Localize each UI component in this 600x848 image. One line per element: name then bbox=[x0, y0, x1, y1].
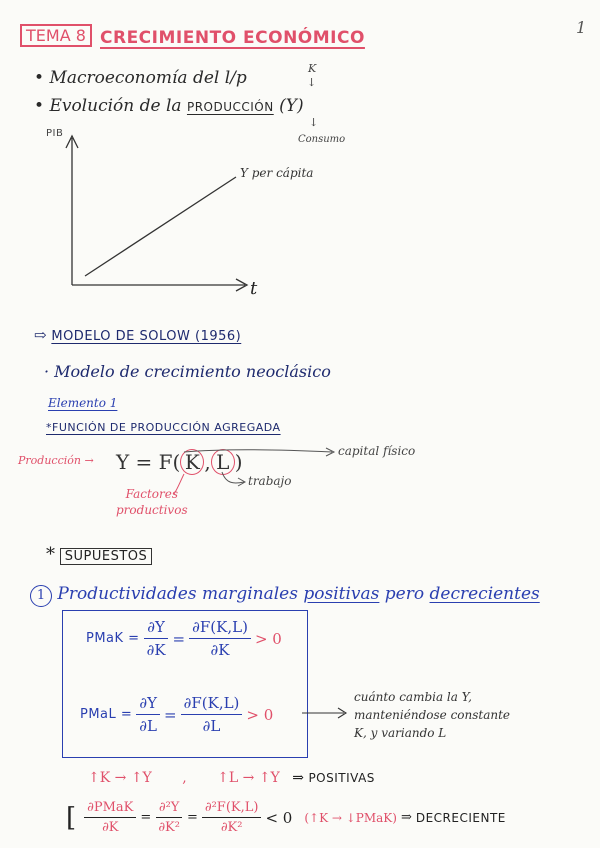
equation-close: ) bbox=[234, 450, 243, 474]
element-title: Elemento 1 bbox=[48, 396, 118, 410]
supuestos-heading bbox=[46, 544, 152, 565]
produccion-text: Producción bbox=[18, 454, 81, 467]
equation-left: Y = F( bbox=[116, 450, 181, 474]
pmal-frac-1 bbox=[136, 694, 160, 735]
decreciente-num-2: ∂²Y bbox=[156, 800, 183, 818]
pib-graph bbox=[40, 120, 280, 300]
pmak-label: PMaK = bbox=[86, 631, 140, 646]
pmal-num-1: ∂Y bbox=[136, 694, 160, 715]
decreciente-eq-2: = bbox=[186, 810, 198, 825]
side-arrow-2: ↓ bbox=[309, 116, 319, 129]
pmak-frac-2 bbox=[189, 618, 251, 659]
factores-line-1: Factores bbox=[125, 487, 179, 501]
positivas-part-1: ↑K → ↑Y bbox=[88, 770, 152, 786]
intro-bullet-2-prefix: Evolución de la bbox=[49, 96, 182, 116]
decreciente-frac-1 bbox=[84, 800, 136, 835]
decreciente-paren: (↑K → ↓PMaK) bbox=[304, 810, 397, 825]
positivas-result: POSITIVAS bbox=[308, 771, 375, 785]
decreciente-num-1: ∂PMaK bbox=[84, 800, 136, 818]
x-axis-label: t bbox=[250, 278, 258, 299]
pmak-den-2: ∂K bbox=[210, 641, 230, 659]
positivas-sep: , bbox=[182, 770, 187, 786]
pmal-den-1: ∂L bbox=[139, 717, 158, 735]
positivas-line bbox=[88, 770, 375, 786]
decreciente-den-2: ∂K² bbox=[158, 820, 180, 835]
y-axis-label: PIB bbox=[46, 128, 64, 139]
intro-bullet-2: • Evolución de la PRODUCCIÓN (Y) bbox=[34, 96, 304, 116]
intro-bullet-2-suffix: (Y) bbox=[279, 96, 304, 116]
decreciente-line bbox=[66, 800, 506, 835]
side-consumo: Consumo bbox=[298, 134, 346, 145]
k-variable: K bbox=[180, 449, 204, 475]
pmal-note-3: K, y variando L bbox=[354, 726, 447, 740]
factores-label bbox=[116, 486, 188, 518]
pmal-num-2: ∂F(K,L) bbox=[181, 694, 243, 715]
equation-comma: , bbox=[204, 450, 211, 474]
pmak-gt: > 0 bbox=[254, 629, 282, 648]
note-arrow bbox=[300, 706, 350, 720]
supuesto-1 bbox=[30, 584, 540, 607]
supuestos-title: SUPUESTOS bbox=[60, 548, 153, 565]
supuesto-positivas: positivas bbox=[303, 584, 380, 604]
factores-line-2: productivos bbox=[116, 503, 188, 517]
pmal-frac-2 bbox=[181, 694, 243, 735]
pmal-formula bbox=[80, 694, 273, 735]
pmal-note-2: manteniéndose constante bbox=[354, 708, 511, 722]
supuesto-pero: pero bbox=[384, 584, 425, 604]
page-title: CRECIMIENTO ECONÓMICO bbox=[100, 28, 365, 48]
pmal-equals: = bbox=[164, 705, 177, 724]
star-marker: * bbox=[46, 544, 55, 565]
page-number: 1 bbox=[576, 18, 587, 37]
pmak-frac-1 bbox=[144, 618, 169, 659]
pmak-equals: = bbox=[172, 629, 186, 648]
produccion-label: Producción → bbox=[18, 454, 94, 467]
tema-label: TEMA 8 bbox=[26, 26, 86, 45]
intro-bullet-2-keyword: PRODUCCIÓN bbox=[186, 100, 274, 114]
decreciente-frac-2 bbox=[155, 800, 183, 835]
supuesto-text-1: Productividades marginales bbox=[57, 584, 298, 604]
pmak-num-1: ∂Y bbox=[144, 618, 168, 639]
positivas-part-2: ↑L → ↑Y bbox=[217, 770, 280, 786]
tema-badge bbox=[20, 24, 92, 47]
trabajo-label: trabajo bbox=[248, 474, 292, 488]
decreciente-den-3: ∂K² bbox=[220, 820, 243, 835]
line-label: Y per cápita bbox=[240, 166, 314, 180]
solow-bullet-text: Modelo de crecimiento neoclásico bbox=[54, 362, 331, 381]
solow-bullet: · Modelo de crecimiento neoclásico bbox=[44, 362, 331, 381]
side-arrow-1: ↓ bbox=[307, 76, 317, 89]
growth-line bbox=[85, 177, 236, 276]
intro-bullet-1: • Macroeconomía del l/p bbox=[34, 68, 247, 88]
decreciente-frac-3 bbox=[202, 800, 262, 835]
item-number-badge: 1 bbox=[30, 585, 52, 607]
function-title: *FUNCIÓN DE PRODUCCIÓN AGREGADA bbox=[46, 421, 281, 434]
pmal-note bbox=[354, 688, 510, 742]
pmak-num-2: ∂F(K,L) bbox=[189, 618, 251, 639]
side-k: K bbox=[308, 62, 317, 75]
pmal-den-2: ∂L bbox=[202, 717, 221, 735]
solow-heading bbox=[34, 326, 241, 344]
double-arrow-icon: ⇨ bbox=[34, 326, 47, 344]
pmal-note-1: cuánto cambia la Y, bbox=[354, 690, 472, 704]
capital-label: capital físico bbox=[338, 444, 416, 458]
pmak-formula bbox=[86, 618, 282, 659]
pmal-gt: > 0 bbox=[246, 705, 274, 724]
pmak-den-1: ∂K bbox=[146, 641, 166, 659]
decreciente-arrow: ⇒ bbox=[400, 810, 412, 825]
l-variable: L bbox=[211, 449, 235, 475]
pmal-label: PMaL = bbox=[80, 707, 133, 722]
decreciente-result: DECRECIENTE bbox=[415, 810, 506, 825]
positivas-arrow: ⇒ bbox=[292, 770, 304, 786]
supuesto-decrecientes: decrecientes bbox=[429, 584, 540, 604]
intro-bullet-1-text: Macroeconomía del l/p bbox=[49, 68, 247, 88]
solow-title: MODELO DE SOLOW (1956) bbox=[51, 329, 242, 344]
decreciente-eq-1: = bbox=[140, 810, 152, 825]
decreciente-bracket: [ bbox=[66, 802, 77, 833]
decreciente-num-3: ∂²F(K,L) bbox=[202, 800, 262, 818]
decreciente-den-1: ∂K bbox=[102, 820, 119, 835]
decreciente-lt: < 0 bbox=[265, 808, 293, 827]
